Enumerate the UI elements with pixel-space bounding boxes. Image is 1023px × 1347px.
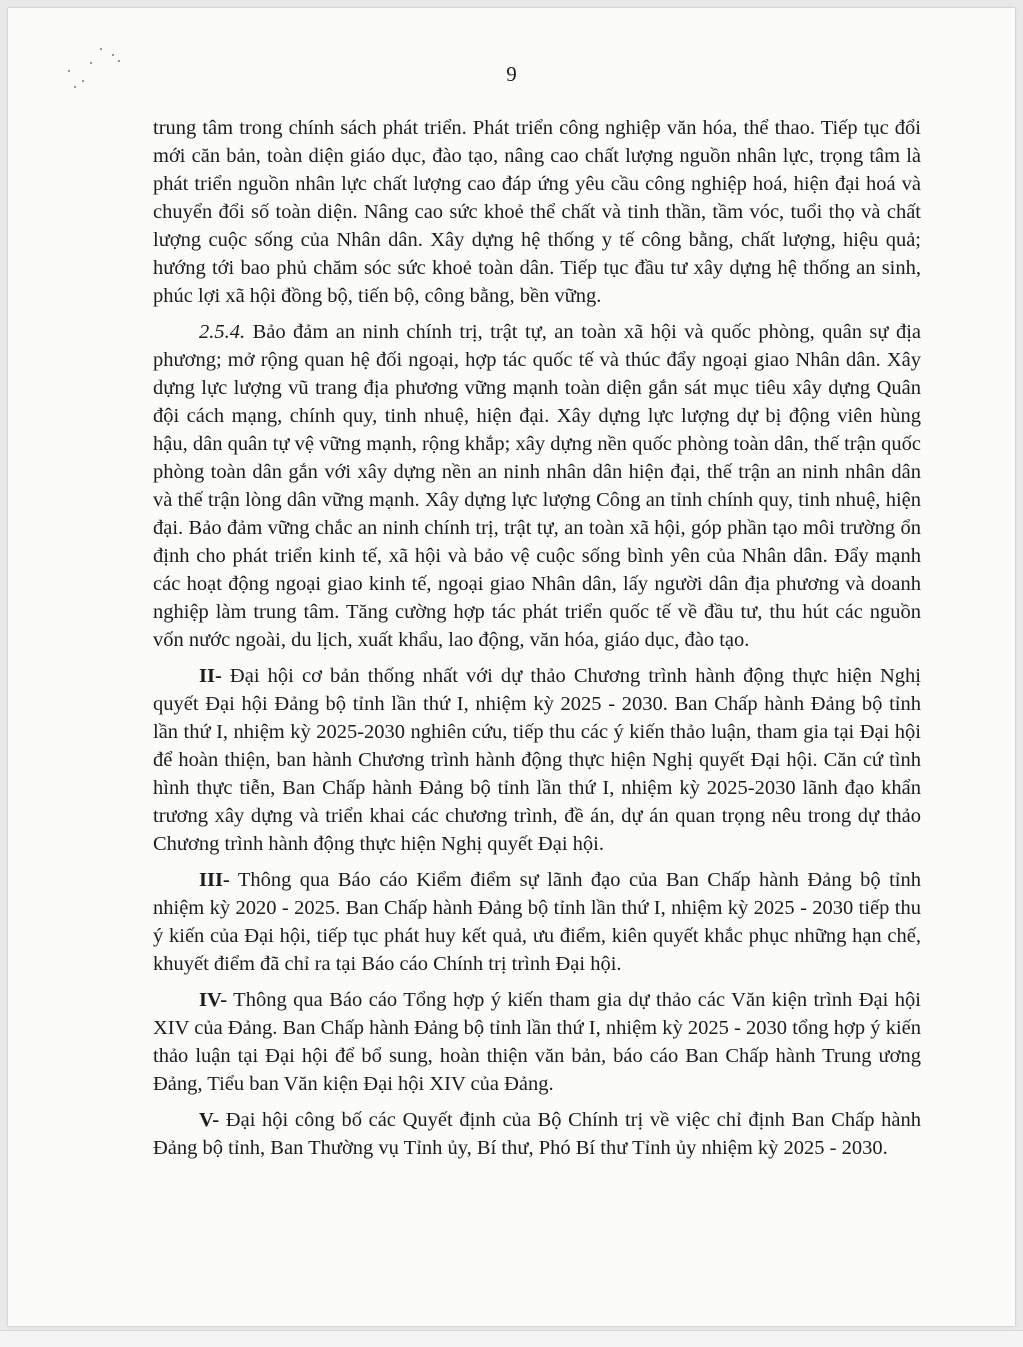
paragraph-text: Thông qua Báo cáo Kiểm điểm sự lãnh đạo của Ban Chấp hành Đảng bộ tỉnh nhiệm kỳ 2020 - 2025. Ban Chấp hành Đảng bộ tỉnh lần thứ I, nhiệm kỳ 2025 - 2030 tiếp thu ý kiến của Đại hội, tiếp tục phát huy kết quả, ưu điểm, kiên quyết khắc phục những hạn chế, khuyết điểm đã chỉ ra tại Báo cáo Chính trị trình Đại hội.	[153, 869, 921, 975]
next-page-edge	[0, 1330, 1023, 1347]
paragraph-text: Thông qua Báo cáo Tổng hợp ý kiến tham gia dự thảo các Văn kiện trình Đại hội XIV của Đảng. Ban Chấp hành Đảng bộ tỉnh lần thứ I, nhiệm kỳ 2025 - 2030 tổng hợp ý kiến thảo luận tại Đại hội để bổ sung, hoàn thiện văn bản, báo cáo Ban Chấp hành Trung ương Đảng, Tiểu ban Văn kiện Đại hội XIV của Đảng.	[153, 989, 921, 1095]
section-label: II-	[199, 665, 222, 687]
section-number: 2.5.4.	[199, 321, 246, 343]
document-body	[153, 114, 921, 1170]
paragraph-text: Đại hội công bố các Quyết định của Bộ Chính trị về việc chỉ định Ban Chấp hành Đảng bộ tỉnh, Ban Thường vụ Tỉnh ủy, Bí thư, Phó Bí thư Tỉnh ủy nhiệm kỳ 2025 - 2030.	[153, 1109, 921, 1159]
paragraph-text: Bảo đảm an ninh chính trị, trật tự, an toàn xã hội và quốc phòng, quân sự địa phương; mở rộng quan hệ đối ngoại, hợp tác quốc tế và thúc đẩy ngoại giao Nhân dân. Xây dựng lực lượng vũ trang địa phương vững mạnh toàn diện gắn sát mục tiêu xây dựng Quân đội cách mạng, chính quy, tinh nhuệ, hiện đại. Xây dựng lực lượng dự bị động viên hùng hậu, dân quân tự vệ vững mạnh, rộng khắp; xây dựng nền quốc phòng toàn dân, thế trận quốc phòng toàn dân gắn với xây dựng nền an ninh nhân dân hiện đại, thế trận an ninh nhân dân và thế trận lòng dân vững mạnh. Xây dựng lực lượng Công an tỉnh chính quy, tinh nhuệ, hiện đại. Bảo đảm vững chắc an ninh chính trị, trật tự, an toàn xã hội, góp phần tạo môi trường ổn định cho phát triển kinh tế, xã hội và bảo vệ cuộc sống bình yên của Nhân dân. Đẩy mạnh các hoạt động ngoại giao kinh tế, ngoại giao Nhân dân, lấy người dân địa phương và doanh nghiệp làm trung tâm. Tăng cường hợp tác phát triển quốc tế về đầu tư, thu hút các nguồn vốn nước ngoài, du lịch, xuất khẩu, lao động, văn hóa, giáo dục, đào tạo.	[153, 321, 921, 651]
paragraph-section-iii	[153, 866, 921, 978]
paragraph-continuation: trung tâm trong chính sách phát triển. Phát triển công nghiệp văn hóa, thể thao. Tiếp tục đổi mới căn bản, toàn diện giáo dục, đào tạo, nâng cao chất lượng nguồn nhân lực, trọng tâm là phát triển nguồn nhân lực chất lượng cao đáp ứng yêu cầu công nghiệp hoá, hiện đại hoá và chuyển đổi số toàn diện. Nâng cao sức khoẻ thể chất và tinh thần, tầm vóc, tuổi thọ và chất lượng cuộc sống của Nhân dân. Xây dựng hệ thống y tế công bằng, chất lượng, hiệu quả; hướng tới bao phủ chăm sóc sức khoẻ toàn dân. Tiếp tục đầu tư xây dựng hệ thống an sinh, phúc lợi xã hội đồng bộ, tiến bộ, công bằng, bền vững.	[153, 117, 921, 307]
page-number: 9	[506, 62, 517, 86]
section-label: IV-	[199, 989, 228, 1011]
paragraph-text: Đại hội cơ bản thống nhất với dự thảo Chương trình hành động thực hiện Nghị quyết Đại hội Đảng bộ tỉnh lần thứ I, nhiệm kỳ 2025 - 2030. Ban Chấp hành Đảng bộ tỉnh lần thứ I, nhiệm kỳ 2025-2030 nghiên cứu, tiếp thu các ý kiến thảo luận, tham gia tại Đại hội để hoàn thiện, ban hành Chương trình hành động thực hiện Nghị quyết Đại hội. Căn cứ tình hình thực tiễn, Ban Chấp hành Đảng bộ tỉnh lần thứ I, nhiệm kỳ 2025-2030 lãnh đạo khẩn trương xây dựng và triển khai các chương trình, đề án, dự án quan trọng nêu trong dự thảo Chương trình hành động thực hiện Nghị quyết Đại hội.	[153, 665, 921, 855]
section-label: III-	[199, 869, 230, 891]
section-label: V-	[199, 1109, 220, 1131]
paragraph-section-iv	[153, 986, 921, 1098]
paragraph-section-v	[153, 1106, 921, 1162]
paragraph-section-ii	[153, 662, 921, 858]
paragraph-2-5-4	[153, 318, 921, 654]
